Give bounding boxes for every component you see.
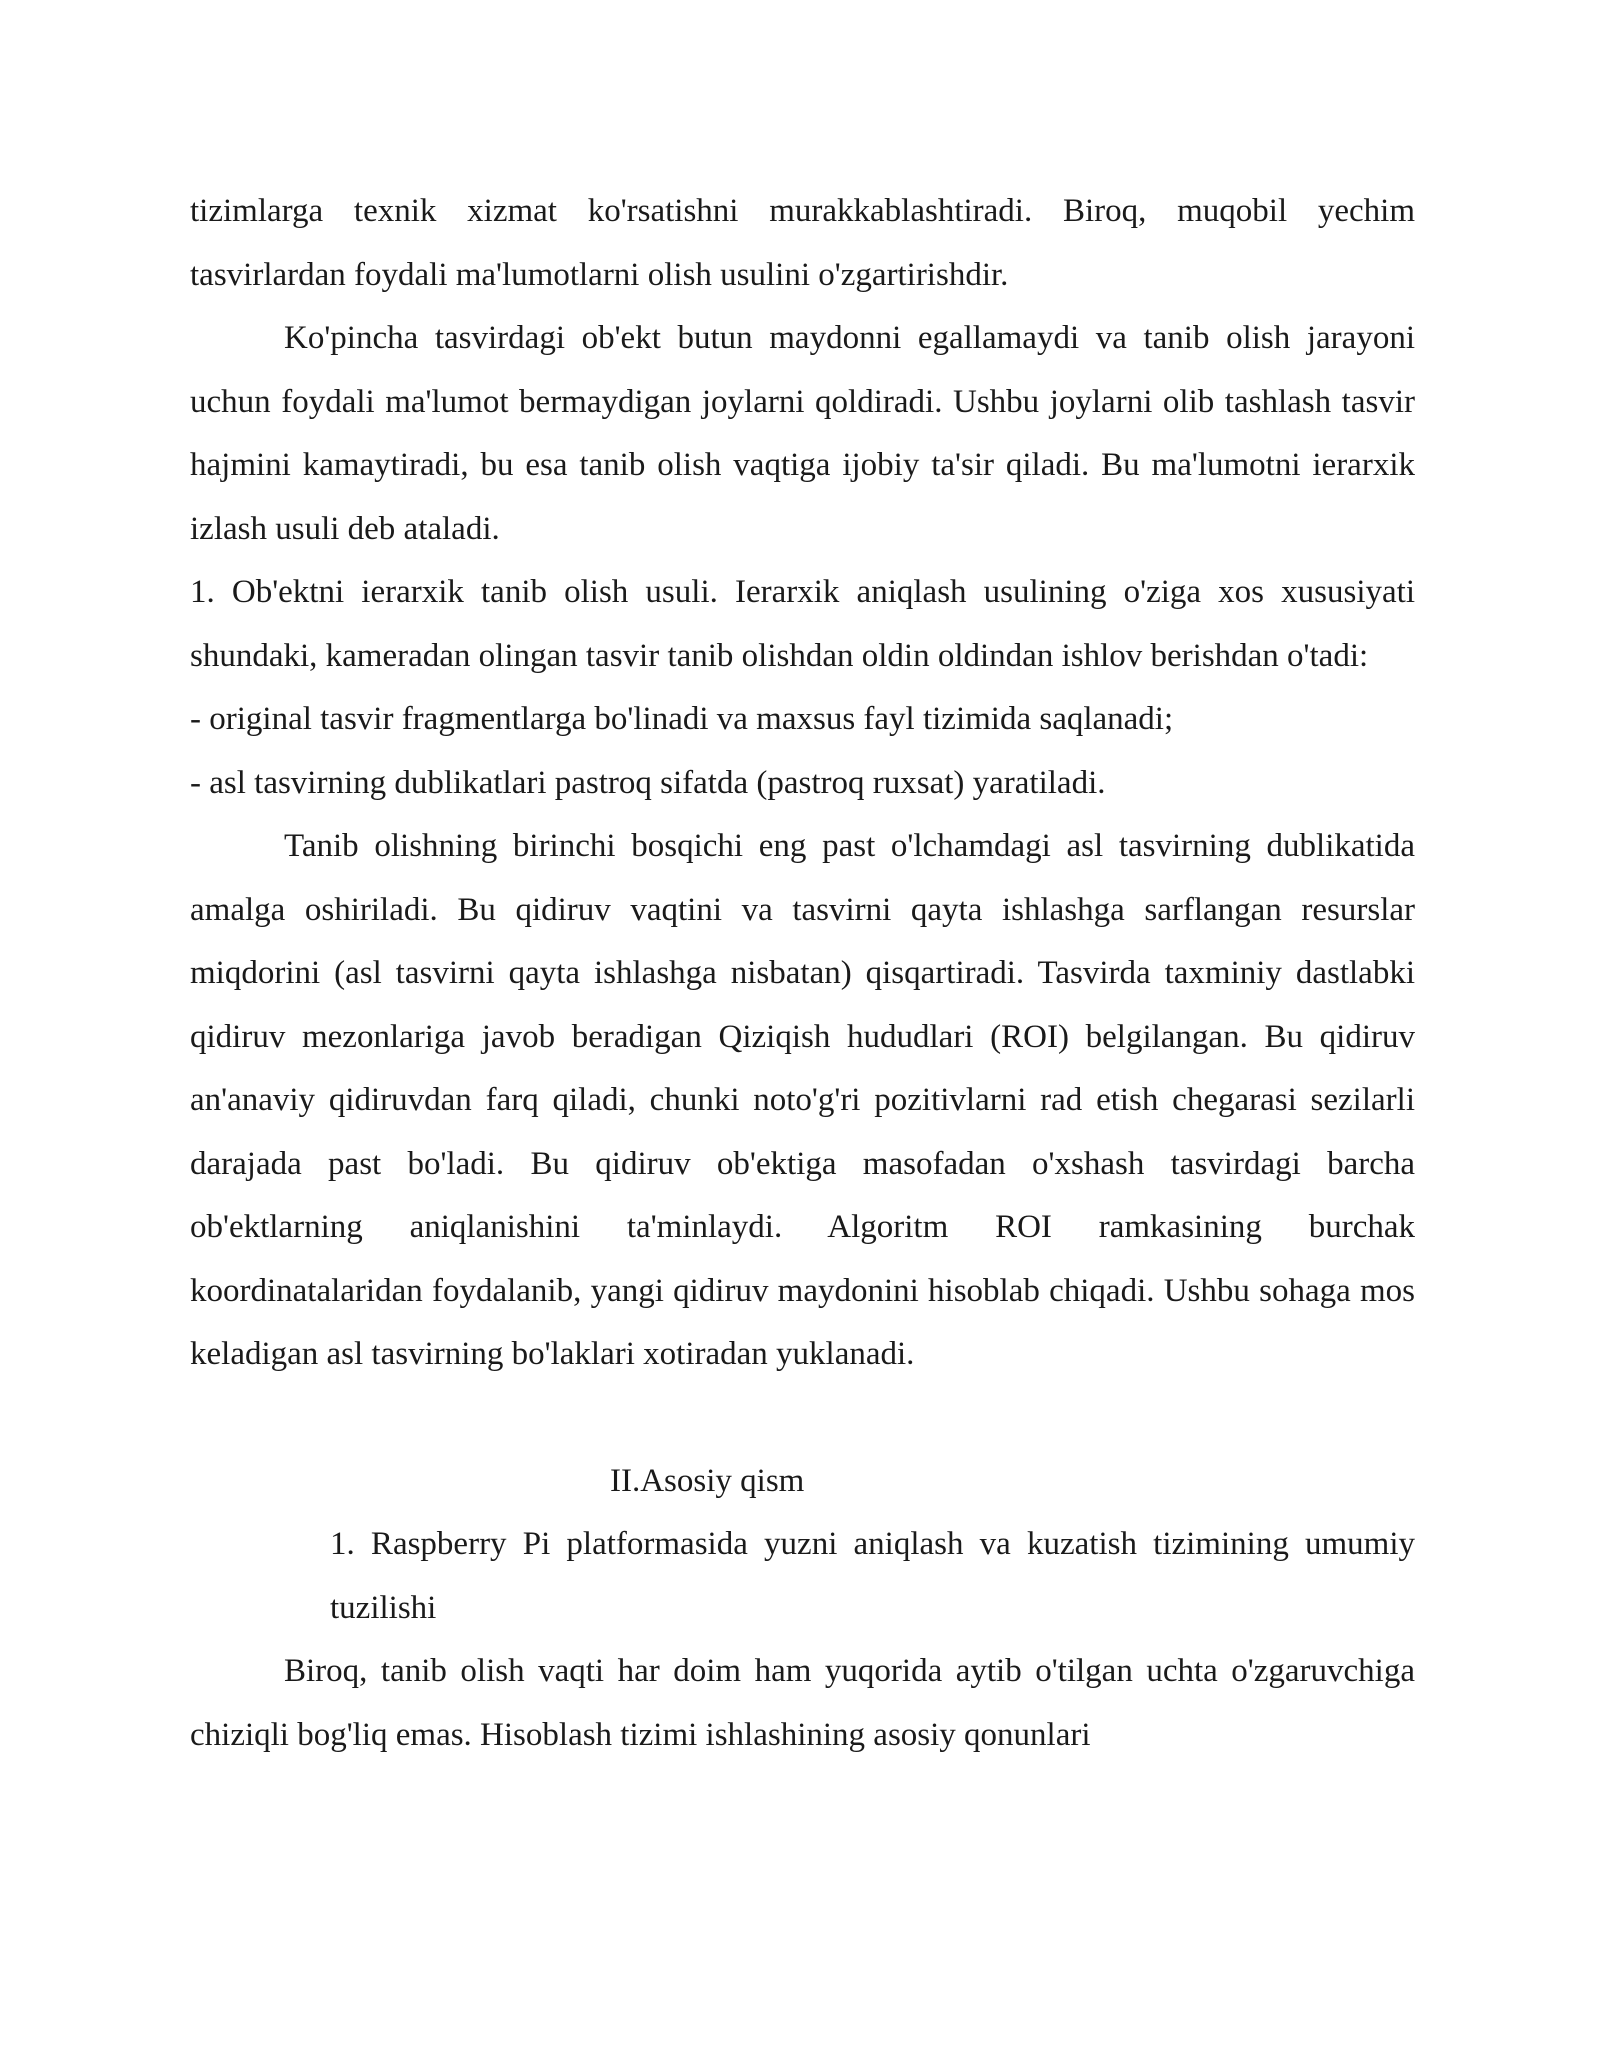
subsection-heading: 1. Raspberry Pi platformasida yuzni aniqlash va kuzatish tizimining umumiy tuzilishi: [330, 1526, 1415, 1626]
document-body: [190, 180, 1415, 1767]
paragraph-continuation: tizimlarga texnik xizmat ko'rsatishni murakkablashtiradi. Biroq, muqobil yechim tasvirlardan foydali ma'lumotlarni olish usulini o'zgartirishdir.: [190, 193, 1415, 293]
paragraph-first-stage: Tanib olishning birinchi bosqichi eng past o'lchamdagi asl tasvirning dublikatida amalga oshiriladi. Bu qidiruv vaqtini va tasvirni qayta ishlashga sarflangan resurslar miqdorini (asl tasvirni qayta ishlashga nisbatan) qisqartiradi. Tasvirda taxminiy dastlabki qidiruv mezonlariga javob beradigan Qiziqish hududlari (ROI) belgilangan. Bu qidiruv an'anaviy qidiruvdan farq qiladi, chunki noto'g'ri pozitivlarni rad etish chegarasi sezilarli darajada past bo'ladi. Bu qidiruv ob'ektiga masofadan o'xshash tasvirdagi barcha ob'ektlarning aniqlanishini ta'minlaydi. Algoritm ROI ramkasining burchak koordinatalaridan foydalanib, yangi qidiruv maydonini hisoblab chiqadi. Ushbu sohaga mos keladigan asl tasvirning bo'laklari xotiradan yuklanadi.: [190, 828, 1415, 1372]
paragraph-recognition-time: Biroq, tanib olish vaqti har doim ham yuqorida aytib o'tilgan uchta o'zgaruvchiga chiziqli bog'liq emas. Hisoblash tizimi ishlashining asosiy qonunlari: [190, 1653, 1415, 1753]
paragraph-method-intro: 1. Ob'ektni ierarxik tanib olish usuli. Ierarxik aniqlash usulining o'ziga xos xususiyati shundaki, kameradan olingan tasvir tanib olishdan oldin oldindan ishlov berishdan o'tadi:: [190, 574, 1415, 674]
bullet-item-duplicates: - asl tasvirning dublikatlari pastroq sifatda (pastroq ruxsat) yaratiladi.: [190, 764, 1106, 801]
section-spacer: [190, 1387, 1415, 1450]
section-heading: II.Asosiy qism: [610, 1462, 805, 1499]
paragraph-hierarchical-search: Ko'pincha tasvirdagi ob'ekt butun maydonni egallamaydi va tanib olish jarayoni uchun foydali ma'lumot bermaydigan joylarni qoldiradi. Ushbu joylarni olib tashlash tasvir hajmini kamaytiradi, bu esa tanib olish vaqtiga ijobiy ta'sir qiladi. Bu ma'lumotni ierarxik izlash usuli deb ataladi.: [190, 320, 1415, 547]
bullet-item-fragments: - original tasvir fragmentlarga bo'linadi va maxsus fayl tizimida saqlanadi;: [190, 701, 1174, 737]
